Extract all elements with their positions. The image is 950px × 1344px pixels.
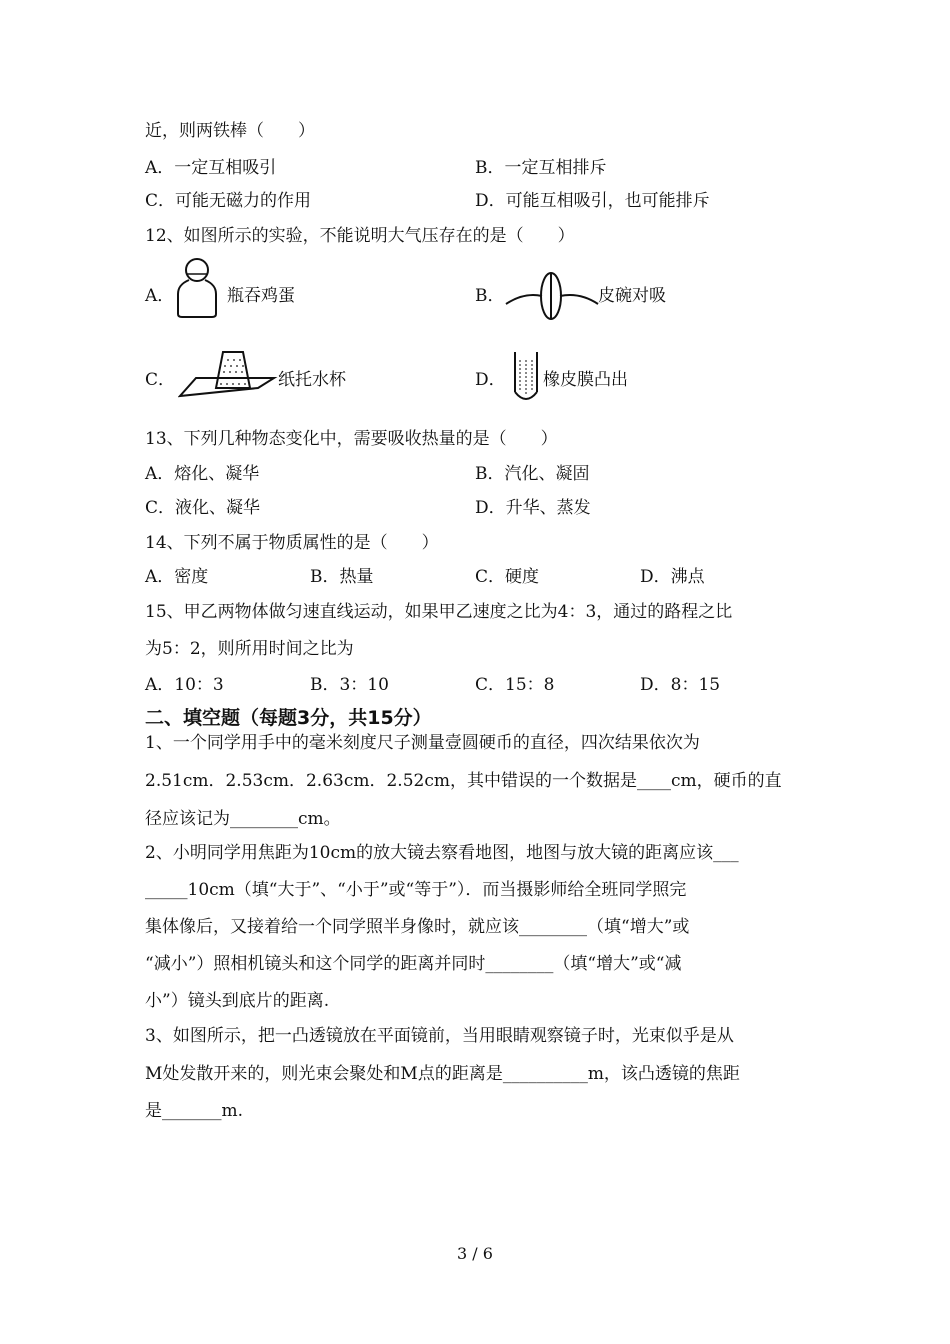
q12-option-c-caption: 纸托水杯 <box>278 370 346 390</box>
fill3-line-3: 是_______m. <box>145 1101 244 1121</box>
q13-option-b: B．汽化、凝固 <box>475 464 590 484</box>
q15-stem-line-1: 15、甲乙两物体做匀速直线运动，如果甲乙速度之比为4：3，通过的路程之比 <box>145 602 733 622</box>
paper-cup-icon <box>178 348 278 402</box>
section-2-heading: 二、填空题（每题3分，共15分） <box>145 707 432 729</box>
q14-option-a: A．密度 <box>145 567 209 587</box>
q15-option-a: A．10：3 <box>145 675 224 695</box>
q11-option-b: B．一定互相排斥 <box>475 158 607 178</box>
fill2-line-3: 集体像后，又接着给一个同学照半身像时，就应该________（填“增大”或 <box>145 917 690 937</box>
q13-option-c: C．液化、凝华 <box>145 498 261 518</box>
fill3-line-2: M处发散开来的，则光束会聚处和M点的距离是__________m，该凸透镜的焦距 <box>145 1064 740 1084</box>
q13-option-d: D．升华、蒸发 <box>475 498 591 518</box>
bottle-egg-icon <box>172 256 222 320</box>
q15-option-d: D．8：15 <box>640 675 721 695</box>
q12-option-a-letter: A． <box>145 286 175 306</box>
fill2-line-4: “减小”）照相机镜头和这个同学的距离并同时________（填“增大”或“减 <box>145 954 682 974</box>
q12-option-d-caption: 橡皮膜凸出 <box>543 370 628 390</box>
q14-option-d: D．沸点 <box>640 567 705 587</box>
q12-option-a-caption: 瓶吞鸡蛋 <box>227 286 295 306</box>
fill2-line-5: 小”）镜头到底片的距离. <box>145 991 330 1011</box>
q12-option-c-letter: C． <box>145 370 176 390</box>
suction-cups-icon <box>504 270 600 322</box>
fill1-line-3: 径应该记为________cm。 <box>145 809 341 829</box>
fill2-line-1: 2、小明同学用焦距为10cm的放大镜去察看地图，地图与放大镜的距离应该___ <box>145 843 739 863</box>
page-number: 3 / 6 <box>457 1244 493 1263</box>
q11-stem-tail: 近，则两铁棒（ ） <box>145 121 315 141</box>
q13-option-a: A．熔化、凝华 <box>145 464 260 484</box>
rubber-membrane-icon <box>510 350 542 404</box>
q13-stem: 13、下列几种物态变化中，需要吸收热量的是（ ） <box>145 429 558 449</box>
fill1-line-2: 2.51cm．2.53cm．2.63cm．2.52cm，其中错误的一个数据是____cm，硬币的直 <box>145 771 782 791</box>
q11-option-c: C．可能无磁力的作用 <box>145 191 312 211</box>
q15-stem-line-2: 为5：2，则所用时间之比为 <box>145 639 354 659</box>
q12-option-b-letter: B． <box>475 286 505 306</box>
q15-option-c: C．15：8 <box>475 675 555 695</box>
fill2-line-2: _____10cm（填“大于”、“小于”或“等于”）．而当摄影师给全班同学照完 <box>145 880 687 900</box>
fill1-line-1: 1、一个同学用手中的毫米刻度尺子测量壹圆硬币的直径，四次结果依次为 <box>145 733 700 753</box>
q11-option-d: D．可能互相吸引，也可能排斥 <box>475 191 710 211</box>
fill3-line-1: 3、如图所示，把一凸透镜放在平面镜前，当用眼睛观察镜子时，光束似乎是从 <box>145 1026 734 1046</box>
q11-option-a: A．一定互相吸引 <box>145 158 277 178</box>
q12-option-b-caption: 皮碗对吸 <box>598 286 666 306</box>
q15-option-b: B．3：10 <box>310 675 389 695</box>
q14-option-b: B．热量 <box>310 567 374 587</box>
q14-option-c: C．硬度 <box>475 567 540 587</box>
q14-stem: 14、下列不属于物质属性的是（ ） <box>145 533 439 553</box>
q12-option-d-letter: D． <box>475 370 506 390</box>
q12-stem: 12、如图所示的实验，不能说明大气压存在的是（ ） <box>145 226 575 246</box>
